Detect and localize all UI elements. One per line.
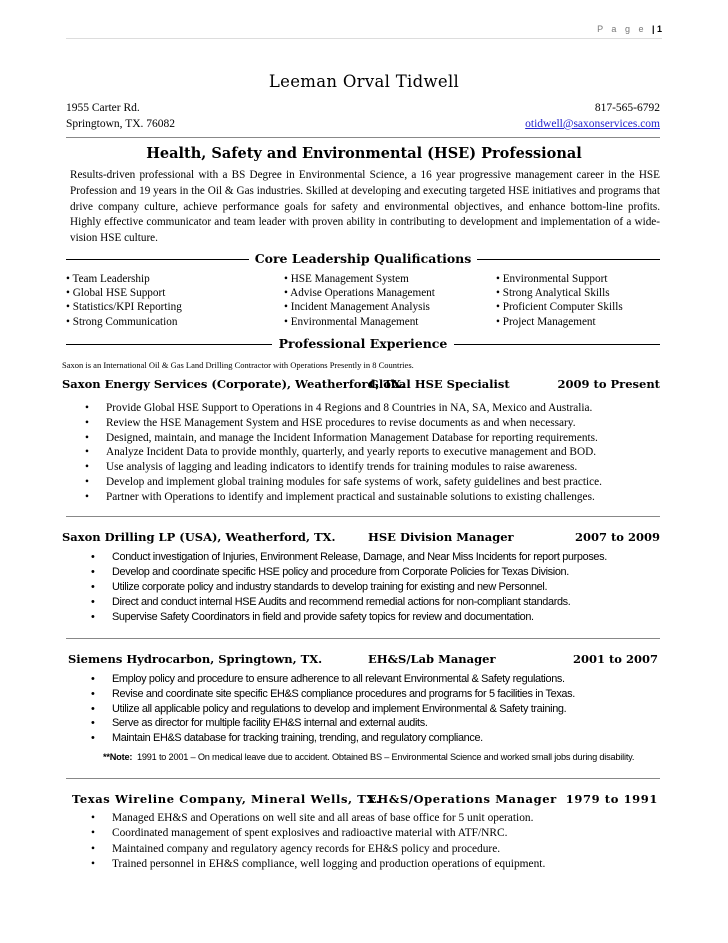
job-dates: 2007 to 2009 <box>574 530 660 544</box>
page-number <box>597 24 662 34</box>
qualifications-heading-row <box>66 251 660 267</box>
job-company: Saxon Energy Services (Corporate), Weatherford, TX. <box>62 377 406 391</box>
duty-item: • Maintained company and regulatory agency records for EH&S policy and procedure. <box>88 842 545 857</box>
qualifications-column-1 <box>66 272 182 329</box>
page-number-value: | 1 <box>651 24 662 34</box>
job-duties-list <box>88 550 607 625</box>
job-dates: 2001 to 2007 <box>572 652 658 666</box>
duty-item: • Employ policy and procedure to ensure adherence to all relevant Environmental & Safety regulations. <box>88 672 575 687</box>
duty-item: • Review the HSE Management System and HSE procedures to revise documents as and when necessary. <box>82 416 602 431</box>
qualification-item: • Global HSE Support <box>66 287 166 300</box>
duty-item: • Serve as director for multiple facility EH&S internal and external audits. <box>88 716 575 731</box>
job-divider <box>66 778 660 779</box>
qualification-item: • Environmental Management <box>284 315 419 328</box>
job-dates: 2009 to Present <box>557 377 660 391</box>
company-intro: Saxon is an International Oil & Gas Land Drilling Contractor with Operations Presently in 8 Countries. <box>62 360 414 370</box>
contact-row-2 <box>66 118 660 130</box>
duty-item: • Managed EH&S and Operations on well site and all areas of base office for 5 unit operation. <box>88 811 545 826</box>
qualifications-heading: Core Leadership Qualifications <box>249 251 478 266</box>
qualification-item: • Strong Communication <box>66 315 178 328</box>
qualifications-column-2 <box>284 272 435 329</box>
qualification-item: • HSE Management System <box>284 273 409 285</box>
address-line-2: Springtown, TX. 76082 <box>66 118 176 130</box>
qualification-item: • Project Management <box>496 315 596 328</box>
contact-row-1 <box>66 102 660 114</box>
job-duties-list <box>88 811 545 872</box>
duty-item: • Direct and conduct internal HSE Audits and recommend remedial actions for non-compliant standards. <box>88 595 607 610</box>
job-role: HSE Division Manager <box>368 530 514 544</box>
email-link[interactable]: otidwell@saxonservices.com <box>525 118 660 130</box>
job-divider <box>66 638 660 639</box>
job-duties-list <box>88 672 575 746</box>
duty-item: • Designed, maintain, and manage the Incident Information Management Database for reporting requirements. <box>82 431 602 446</box>
duty-item: • Supervise Safety Coordinators in field and provide safety topics for review and documentation. <box>88 610 607 625</box>
page-label: P a g e <box>597 24 647 34</box>
duty-item: • Use analysis of lagging and leading indicators to identify trends for training modules to raise awareness. <box>82 460 602 475</box>
note-label: **Note: <box>103 752 133 762</box>
qualifications-column-3 <box>496 272 623 329</box>
qualification-item: • Advise Operations Management <box>284 287 435 300</box>
duty-item: • Develop and implement global training modules for safe systems of work, safety guidelines and best practice. <box>82 475 602 490</box>
qualification-item: • Strong Analytical Skills <box>496 287 610 300</box>
job-role: Global HSE Specialist <box>369 377 510 391</box>
job-dates: 1979 to 1991 <box>565 792 658 806</box>
experience-heading: Professional Experience <box>273 336 454 351</box>
job-company: Texas Wireline Company, Mineral Wells, TX. <box>72 792 381 806</box>
duty-item: • Develop and coordinate specific HSE policy and procedure from Corporate Policies for Texas Division. <box>88 565 607 580</box>
duty-item: • Partner with Operations to identify and implement practical and sustainable solutions to existing challenges. <box>82 490 602 505</box>
duty-item: • Utilize corporate policy and industry standards to develop training for existing and new Personnel. <box>88 580 607 595</box>
job-role: EH&S/Lab Manager <box>368 652 496 666</box>
duty-item: • Trained personnel in EH&S compliance, well logging and production operations of equipment. <box>88 857 545 872</box>
job-note <box>103 752 634 762</box>
contact-divider <box>66 137 660 138</box>
summary-paragraph: Results-driven professional with a BS Degree in Environmental Science, a 16 year progressive management career in the HSE Profession and 19 years in the Oil & Gas industries. Skilled at developing and executing targeted HSE initiatives and programs that drive company culture, achieve performance goals for safety and environmental objectives, and enhance bottom-line profits. Highly effective communicator and team leader with proven ability in contributing to development and implementation of a wide-vision HSE culture. <box>70 169 660 245</box>
qualification-item: • Proficient Computer Skills <box>496 301 623 314</box>
note-text: 1991 to 2001 – On medical leave due to accident. Obtained BS – Environmental Science and worked small jobs during disability. <box>136 752 635 762</box>
qualification-item: • Team Leadership <box>66 273 150 285</box>
qualification-item: • Statistics/KPI Reporting <box>66 301 182 314</box>
qualification-item: • Environmental Support <box>496 273 608 285</box>
job-company: Saxon Drilling LP (USA), Weatherford, TX. <box>62 530 336 544</box>
candidate-name: Leeman Orval Tidwell <box>268 72 460 91</box>
duty-item: • Utilize all applicable policy and regulations to develop and implement Environmental & Safety training. <box>88 702 575 717</box>
header-divider <box>66 38 662 39</box>
job-company: Siemens Hydrocarbon, Springtown, TX. <box>68 652 323 666</box>
duty-item: • Provide Global HSE Support to Operations in 4 Regions and 8 Countries in NA, SA, Mexico and Australia. <box>82 401 602 416</box>
professional-headline: Health, Safety and Environmental (HSE) Professional <box>146 145 582 162</box>
address-line-1: 1955 Carter Rd. <box>66 102 140 114</box>
duty-item: • Maintain EH&S database for tracking training, trending, and regulatory compliance. <box>88 731 575 746</box>
qualification-item: • Incident Management Analysis <box>284 301 430 314</box>
duty-item: • Conduct investigation of Injuries, Environment Release, Damage, and Near Miss Incidents for report purposes. <box>88 550 607 565</box>
phone-number: 817-565-6792 <box>594 102 660 114</box>
duty-item: • Revise and coordinate site specific EH&S compliance procedures and programs for 5 facilities in Texas. <box>88 687 575 702</box>
job-duties-list <box>82 401 602 505</box>
job-role: EH&S/Operations Manager <box>368 792 557 806</box>
experience-heading-row <box>66 336 660 352</box>
duty-item: • Analyze Incident Data to provide monthly, quarterly, and yearly reports to executive management and BOD. <box>82 445 602 460</box>
job-divider <box>66 516 660 517</box>
duty-item: • Coordinated management of spent explosives and radioactive material with ATF/NRC. <box>88 826 545 841</box>
